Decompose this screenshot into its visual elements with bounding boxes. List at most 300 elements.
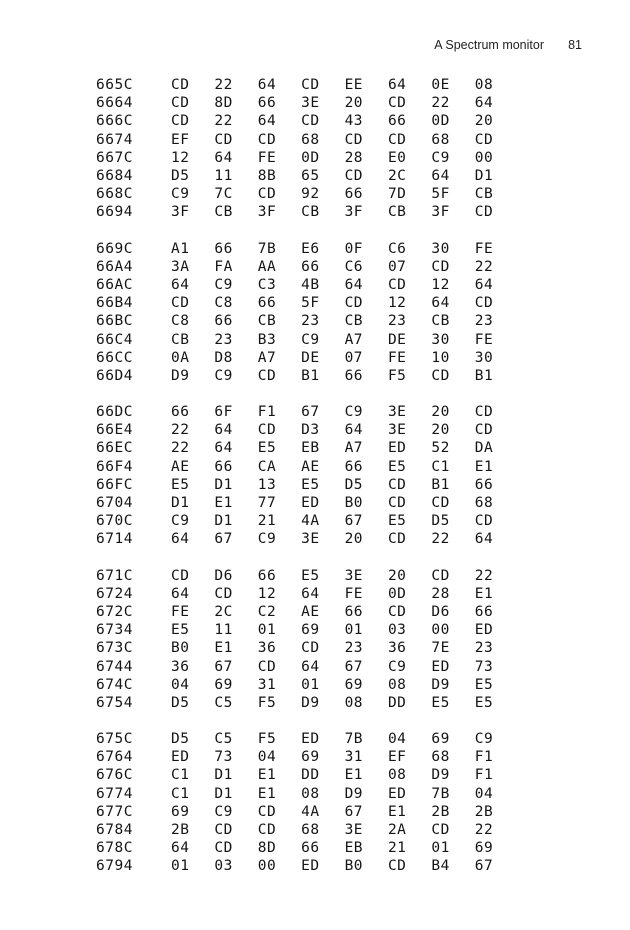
byte-value: CD [387, 131, 407, 148]
byte-value: AA [257, 258, 277, 275]
byte-value: 23 [301, 313, 320, 330]
hex-row [96, 585, 518, 603]
byte-value: 20 [387, 567, 407, 584]
hex-dump-listing [96, 76, 518, 894]
byte-value: FE [257, 149, 277, 166]
byte-value: CD [214, 840, 233, 857]
hex-row [96, 857, 518, 875]
address: 6744 [96, 658, 133, 675]
byte-value: 2B [431, 803, 450, 820]
byte-value: 68 [431, 131, 450, 148]
byte-value: 12 [387, 295, 407, 312]
byte-value: 3F [171, 204, 190, 221]
byte-value: C5 [214, 731, 233, 748]
byte-value: C9 [301, 331, 320, 348]
byte-value: 64 [257, 113, 277, 130]
byte-value: 66 [257, 95, 277, 112]
hex-block [96, 730, 518, 876]
byte-value: C9 [387, 658, 407, 675]
hex-row [96, 349, 518, 367]
byte-value: CD [257, 367, 277, 384]
byte-value: D9 [301, 694, 320, 711]
byte-value: 11 [214, 168, 233, 185]
hex-row [96, 131, 518, 149]
byte-value: 3A [171, 258, 190, 275]
running-head: A Spectrum monitor [434, 38, 544, 52]
address: 6754 [96, 694, 133, 711]
byte-value: C9 [171, 186, 190, 203]
byte-value: DE [301, 349, 320, 366]
byte-value: C6 [344, 258, 364, 275]
byte-value: FE [387, 349, 407, 366]
byte-value: CD [214, 131, 233, 148]
address: 66FC [96, 476, 133, 493]
byte-value: EE [344, 77, 364, 94]
byte-value: C3 [257, 276, 277, 293]
byte-value: D5 [171, 694, 190, 711]
address: 674C [96, 676, 133, 693]
hex-block [96, 76, 518, 222]
byte-value: CB [171, 331, 190, 348]
byte-value: D9 [431, 767, 450, 784]
hex-row [96, 639, 518, 657]
byte-value: CA [257, 458, 277, 475]
address: 6724 [96, 585, 133, 602]
hex-row [96, 76, 518, 94]
byte-value: E5 [474, 676, 494, 693]
byte-value: 64 [214, 440, 233, 457]
address: 671C [96, 567, 133, 584]
byte-value: D5 [171, 168, 190, 185]
byte-value: CD [301, 640, 320, 657]
byte-value: 00 [474, 149, 494, 166]
byte-value: ED [387, 440, 407, 457]
byte-value: 21 [257, 513, 277, 530]
byte-value: B1 [301, 367, 320, 384]
hex-row [96, 276, 518, 294]
byte-value: 04 [171, 676, 190, 693]
byte-value: 68 [301, 131, 320, 148]
byte-value: E5 [257, 440, 277, 457]
byte-value: D9 [431, 676, 450, 693]
hex-row [96, 240, 518, 258]
byte-value: CD [214, 585, 233, 602]
hex-row [96, 730, 518, 748]
byte-value: E5 [171, 622, 190, 639]
byte-value: 4A [301, 513, 320, 530]
byte-value: CB [474, 186, 494, 203]
byte-value: 64 [474, 276, 494, 293]
hex-row [96, 694, 518, 712]
byte-value: E1 [214, 495, 233, 512]
byte-value: CD [387, 495, 407, 512]
address: 66F4 [96, 458, 133, 475]
hex-row [96, 458, 518, 476]
byte-value: 66 [214, 313, 233, 330]
byte-value: CB [214, 204, 233, 221]
byte-value: 13 [257, 476, 277, 493]
byte-value: 66 [344, 367, 364, 384]
byte-value: 23 [474, 640, 494, 657]
byte-value: E5 [387, 458, 407, 475]
byte-value: 22 [171, 440, 190, 457]
byte-value: 7D [387, 186, 407, 203]
byte-value: F1 [474, 749, 494, 766]
byte-value: 66 [257, 295, 277, 312]
byte-value: 64 [257, 77, 277, 94]
byte-value: D5 [171, 731, 190, 748]
address: 678C [96, 840, 133, 857]
hex-row [96, 748, 518, 766]
address: 66AC [96, 276, 133, 293]
hex-block [96, 403, 518, 549]
byte-value: 07 [344, 349, 364, 366]
byte-value: 67 [344, 658, 364, 675]
byte-value: CD [474, 204, 494, 221]
hex-row [96, 621, 518, 639]
byte-value: 0F [344, 240, 364, 257]
byte-value: 04 [387, 731, 407, 748]
byte-value: E1 [474, 585, 494, 602]
byte-value: 36 [171, 658, 190, 675]
byte-value: 23 [474, 313, 494, 330]
byte-value: 64 [474, 531, 494, 548]
byte-value: F1 [474, 767, 494, 784]
byte-value: 30 [474, 349, 494, 366]
byte-value: D1 [214, 785, 233, 802]
byte-value: 64 [171, 531, 190, 548]
byte-value: 2B [474, 803, 494, 820]
byte-value: C1 [171, 767, 190, 784]
byte-value: CD [301, 77, 320, 94]
byte-value: D5 [431, 513, 450, 530]
byte-value: ED [474, 622, 494, 639]
byte-value: C9 [214, 803, 233, 820]
byte-value: 36 [257, 640, 277, 657]
byte-value: 28 [344, 149, 364, 166]
byte-value: D6 [431, 603, 450, 620]
byte-value: F5 [257, 694, 277, 711]
byte-value: 64 [431, 168, 450, 185]
byte-value: 20 [474, 113, 494, 130]
byte-value: B1 [431, 476, 450, 493]
byte-value: A1 [171, 240, 190, 257]
address: 6794 [96, 858, 133, 875]
byte-value: 36 [387, 640, 407, 657]
byte-value: CD [344, 131, 364, 148]
byte-value: E1 [257, 767, 277, 784]
byte-value: 30 [431, 240, 450, 257]
byte-value: CD [387, 276, 407, 293]
byte-value: CD [387, 476, 407, 493]
byte-value: CD [257, 186, 277, 203]
byte-value: 22 [214, 113, 233, 130]
byte-value: FE [344, 585, 364, 602]
byte-value: C9 [171, 513, 190, 530]
byte-value: 67 [214, 658, 233, 675]
hex-row [96, 330, 518, 348]
byte-value: CD [474, 513, 494, 530]
byte-value: F5 [257, 731, 277, 748]
byte-value: 20 [431, 422, 450, 439]
byte-value: 20 [344, 531, 364, 548]
byte-value: 3E [387, 422, 407, 439]
byte-value: CD [171, 295, 190, 312]
byte-value: A7 [344, 331, 364, 348]
byte-value: 7E [431, 640, 450, 657]
byte-value: D5 [344, 476, 364, 493]
byte-value: CD [257, 822, 277, 839]
byte-value: E6 [301, 240, 320, 257]
hex-row [96, 421, 518, 439]
byte-value: AE [301, 603, 320, 620]
byte-value: DE [387, 331, 407, 348]
byte-value: ED [171, 749, 190, 766]
hex-block [96, 240, 518, 386]
byte-value: 7C [214, 186, 233, 203]
byte-value: D3 [301, 422, 320, 439]
byte-value: 30 [431, 331, 450, 348]
byte-value: FA [214, 258, 233, 275]
byte-value: 22 [474, 822, 494, 839]
byte-value: 12 [171, 149, 190, 166]
byte-value: 31 [344, 749, 364, 766]
byte-value: 01 [257, 622, 277, 639]
byte-value: 08 [387, 767, 407, 784]
address: 6664 [96, 95, 133, 112]
byte-value: C8 [171, 313, 190, 330]
byte-value: 4B [301, 276, 320, 293]
byte-value: 67 [344, 513, 364, 530]
byte-value: ED [387, 785, 407, 802]
byte-value: C9 [431, 149, 450, 166]
hex-row [96, 294, 518, 312]
byte-value: 03 [387, 622, 407, 639]
byte-value: CD [257, 803, 277, 820]
address: 6684 [96, 168, 133, 185]
hex-row [96, 149, 518, 167]
byte-value: 66 [474, 603, 494, 620]
byte-value: 64 [344, 422, 364, 439]
byte-value: 3E [344, 822, 364, 839]
byte-value: 0E [431, 77, 450, 94]
byte-value: CD [171, 113, 190, 130]
byte-value: 64 [387, 77, 407, 94]
address: 668C [96, 186, 133, 203]
hex-row [96, 567, 518, 585]
byte-value: 3E [387, 404, 407, 421]
byte-value: 7B [257, 240, 277, 257]
byte-value: 01 [171, 858, 190, 875]
byte-value: 66 [257, 567, 277, 584]
byte-value: E5 [171, 476, 190, 493]
byte-value: 66 [301, 840, 320, 857]
address: 666C [96, 113, 133, 130]
byte-value: 22 [474, 567, 494, 584]
byte-value: CD [171, 77, 190, 94]
byte-value: CD [474, 295, 494, 312]
address: 677C [96, 803, 133, 820]
address: 6674 [96, 131, 133, 148]
byte-value: 7B [431, 785, 450, 802]
byte-value: 92 [301, 186, 320, 203]
address: 66D4 [96, 367, 133, 384]
byte-value: CD [257, 422, 277, 439]
byte-value: EB [344, 840, 364, 857]
byte-value: 8D [257, 840, 277, 857]
address: 66CC [96, 349, 133, 366]
byte-value: CB [431, 313, 450, 330]
byte-value: E0 [387, 149, 407, 166]
byte-value: C8 [214, 295, 233, 312]
hex-row [96, 821, 518, 839]
byte-value: 8D [214, 95, 233, 112]
hex-row [96, 657, 518, 675]
byte-value: 2A [387, 822, 407, 839]
byte-value: AE [171, 458, 190, 475]
byte-value: C6 [387, 240, 407, 257]
byte-value: 3F [257, 204, 277, 221]
byte-value: 64 [474, 95, 494, 112]
byte-value: C9 [474, 731, 494, 748]
byte-value: DD [387, 694, 407, 711]
byte-value: 77 [257, 495, 277, 512]
byte-value: E1 [214, 640, 233, 657]
byte-value: 11 [214, 622, 233, 639]
address: 6774 [96, 785, 133, 802]
byte-value: 66 [214, 458, 233, 475]
byte-value: CB [387, 204, 407, 221]
byte-value: 31 [257, 676, 277, 693]
address: 6784 [96, 822, 133, 839]
address: 66BC [96, 313, 133, 330]
byte-value: 43 [344, 113, 364, 130]
byte-value: 22 [214, 77, 233, 94]
byte-value: D1 [214, 767, 233, 784]
byte-value: 3F [344, 204, 364, 221]
byte-value: 5F [301, 295, 320, 312]
hex-row [96, 676, 518, 694]
hex-row [96, 785, 518, 803]
byte-value: 67 [344, 803, 364, 820]
byte-value: CD [387, 531, 407, 548]
byte-value: 08 [387, 676, 407, 693]
byte-value: 6F [214, 404, 233, 421]
byte-value: CD [257, 131, 277, 148]
byte-value: 08 [344, 694, 364, 711]
byte-value: EB [301, 440, 320, 457]
byte-value: F1 [257, 404, 277, 421]
byte-value: 64 [344, 276, 364, 293]
byte-value: C9 [344, 404, 364, 421]
byte-value: CD [387, 858, 407, 875]
hex-row [96, 258, 518, 276]
byte-value: 00 [431, 622, 450, 639]
address: 673C [96, 640, 133, 657]
byte-value: 12 [257, 585, 277, 602]
byte-value: CB [301, 204, 320, 221]
byte-value: A7 [257, 349, 277, 366]
byte-value: 64 [214, 422, 233, 439]
address: 6704 [96, 495, 133, 512]
byte-value: CD [171, 95, 190, 112]
byte-value: EF [171, 131, 190, 148]
address: 66E4 [96, 422, 133, 439]
byte-value: E5 [474, 694, 494, 711]
byte-value: 2C [214, 603, 233, 620]
byte-value: FE [171, 603, 190, 620]
byte-value: ED [301, 495, 320, 512]
byte-value: 66 [214, 240, 233, 257]
byte-value: E5 [431, 694, 450, 711]
byte-value: 01 [344, 622, 364, 639]
byte-value: C1 [431, 458, 450, 475]
byte-value: 20 [344, 95, 364, 112]
byte-value: D6 [214, 567, 233, 584]
byte-value: 68 [474, 495, 494, 512]
byte-value: B0 [344, 495, 364, 512]
byte-value: 2B [171, 822, 190, 839]
byte-value: 00 [257, 858, 277, 875]
byte-value: 69 [344, 676, 364, 693]
byte-value: 23 [344, 640, 364, 657]
hex-row [96, 185, 518, 203]
byte-value: CD [387, 95, 407, 112]
byte-value: F5 [387, 367, 407, 384]
byte-value: 68 [431, 749, 450, 766]
byte-value: 73 [214, 749, 233, 766]
byte-value: 10 [431, 349, 450, 366]
address: 672C [96, 603, 133, 620]
byte-value: CB [257, 313, 277, 330]
address: 66EC [96, 440, 133, 457]
hex-row [96, 530, 518, 548]
hex-row [96, 476, 518, 494]
byte-value: C1 [171, 785, 190, 802]
byte-value: B0 [171, 640, 190, 657]
byte-value: DD [301, 767, 320, 784]
byte-value: CD [387, 603, 407, 620]
byte-value: 69 [171, 803, 190, 820]
byte-value: 22 [474, 258, 494, 275]
byte-value: 01 [431, 840, 450, 857]
byte-value: C9 [257, 531, 277, 548]
hex-row [96, 403, 518, 421]
byte-value: D1 [474, 168, 494, 185]
byte-value: 04 [257, 749, 277, 766]
page-number: 81 [568, 38, 582, 52]
byte-value: 64 [171, 840, 190, 857]
byte-value: 0A [171, 349, 190, 366]
byte-value: E1 [257, 785, 277, 802]
address: 676C [96, 767, 133, 784]
byte-value: 21 [387, 840, 407, 857]
hex-row [96, 494, 518, 512]
byte-value: C9 [214, 367, 233, 384]
byte-value: D1 [171, 495, 190, 512]
hex-row [96, 203, 518, 221]
byte-value: AE [301, 458, 320, 475]
byte-value: E5 [387, 513, 407, 530]
byte-value: CD [301, 113, 320, 130]
hex-row [96, 512, 518, 530]
byte-value: 52 [431, 440, 450, 457]
byte-value: 64 [431, 295, 450, 312]
byte-value: 3F [431, 204, 450, 221]
address: 6694 [96, 204, 133, 221]
byte-value: 66 [387, 113, 407, 130]
byte-value: 4A [301, 803, 320, 820]
